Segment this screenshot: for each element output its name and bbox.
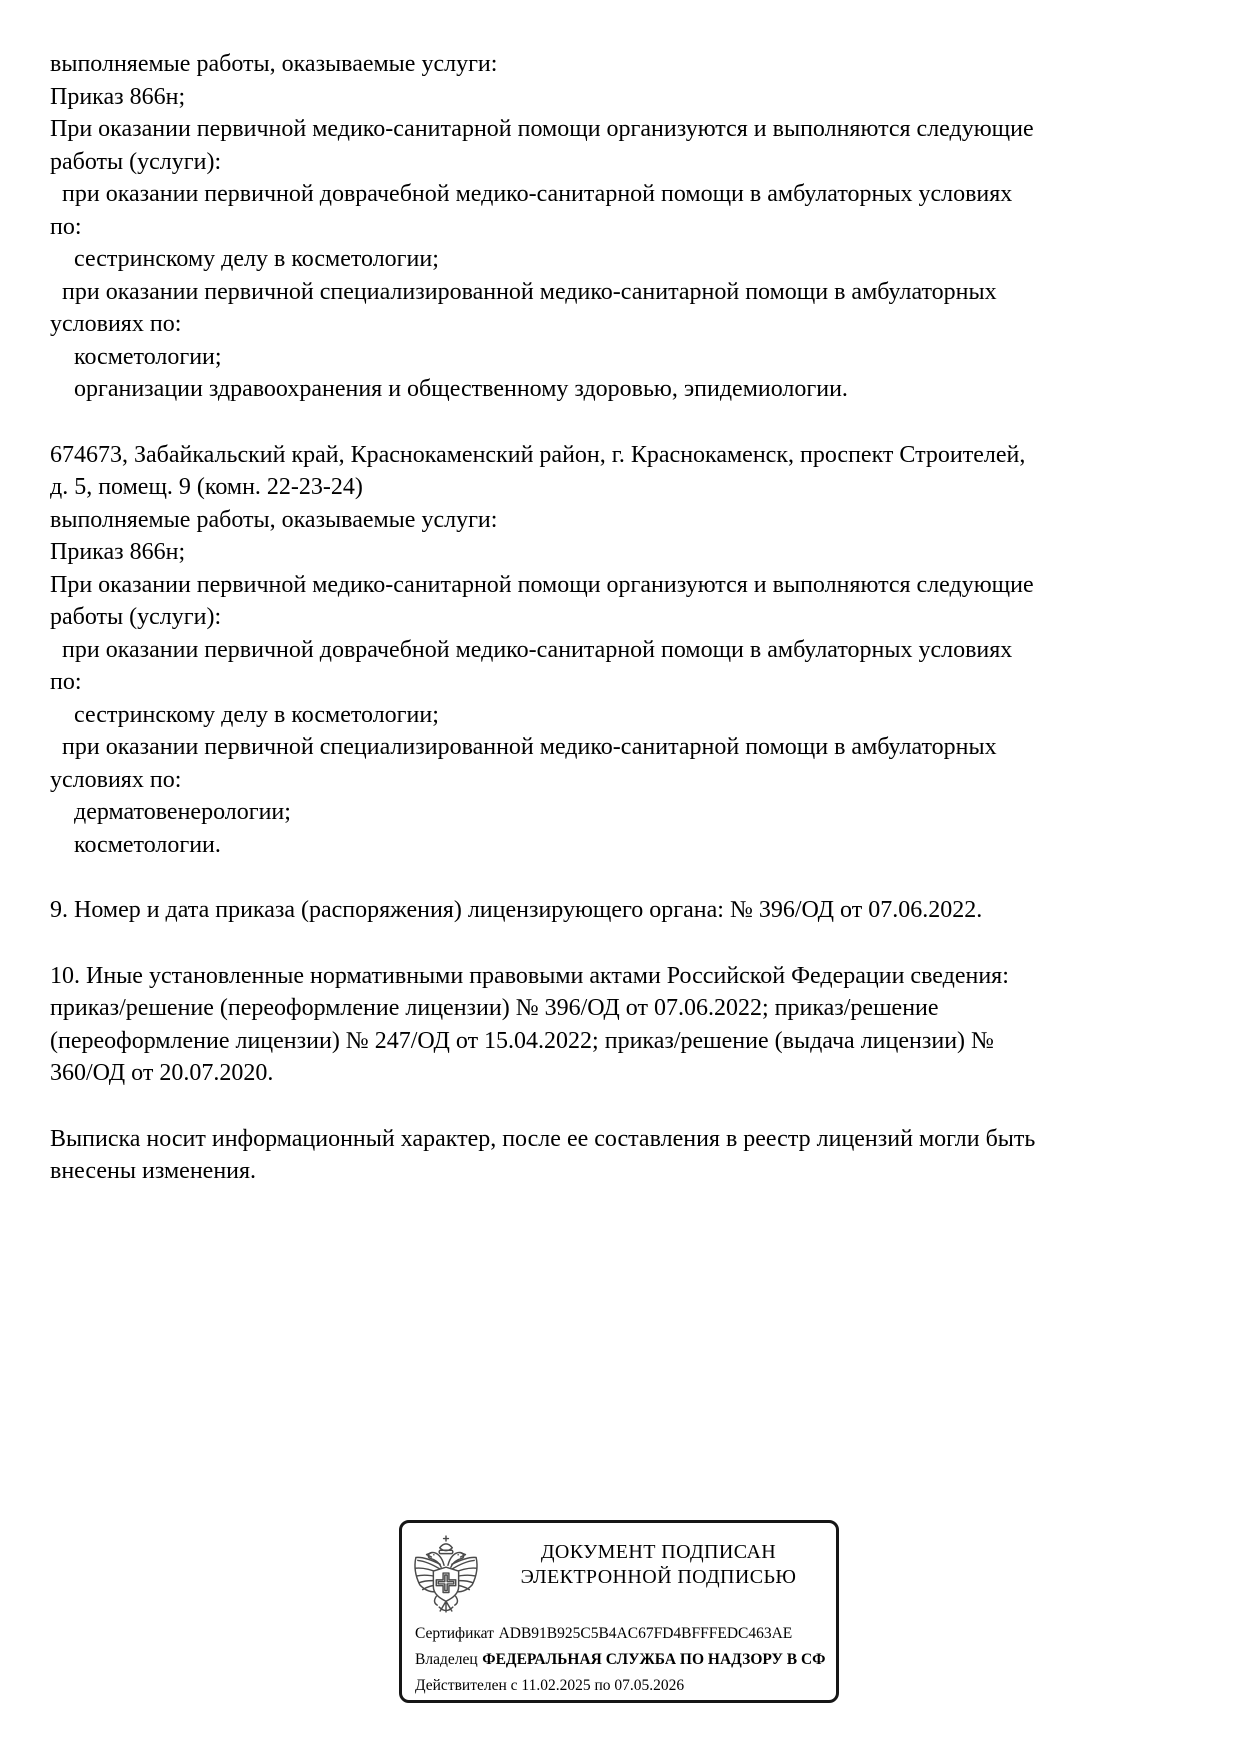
text-line: при оказании первичной доврачебной медико-санитарной помощи в амбулаторных условиях [50, 636, 1013, 663]
text-line: сестринскому делу в косметологии; [50, 701, 439, 728]
text-line: 9. Номер и дата приказа (распоряжения) лицензирующего органа: № 396/ОД от 07.06.2022. [50, 897, 983, 923]
text-line: Выписка носит информационный характер, после ее составления в реестр лицензий могли быть [50, 1125, 1036, 1152]
text-line: косметологии; [50, 343, 222, 370]
double-headed-eagle-icon [411, 1535, 481, 1615]
disclaimer [50, 1123, 1035, 1188]
text-line: косметологии. [50, 831, 221, 858]
item-10-other-info [50, 960, 1035, 1090]
text-line: при оказании первичной специализированной медико-санитарной помощи в амбулаторных [50, 278, 997, 305]
stamp-title-line2: ЭЛЕКТРОННОЙ ПОДПИСЬЮ [520, 1566, 797, 1588]
text-line: по: [50, 669, 82, 695]
stamp-header [402, 1523, 836, 1615]
document-text [50, 48, 1035, 1221]
text-line: (переоформление лицензии) № 247/ОД от 15.04.2022; приказ/решение (выдача лицензии) № [50, 1027, 994, 1054]
signature-stamp [399, 1520, 839, 1703]
item-9-order-number [50, 894, 1035, 927]
owner-value: ФЕДЕРАЛЬНАЯ СЛУЖБА ПО НАДЗОРУ В СФ [482, 1651, 826, 1668]
text-line: выполняемые работы, оказываемые услуги: [50, 51, 498, 77]
text-line: при оказании первичной специализированной медико-санитарной помощи в амбулаторных [50, 734, 997, 760]
owner-line [415, 1647, 836, 1673]
stamp-details [415, 1621, 836, 1699]
text-line: по: [50, 213, 82, 240]
text-line: При оказании первичной медико-санитарной помощи организуются и выполняются следующие [50, 571, 1034, 598]
text-line: 674673, Забайкальский край, Краснокаменский район, г. Краснокаменск, проспект Строителей, [50, 441, 1026, 468]
text-line: выполняемые работы, оказываемые услуги: [50, 506, 498, 533]
validity-line: Действителен с 11.02.2025 по 07.05.2026 [415, 1677, 685, 1694]
owner-label: Владелец [415, 1651, 478, 1668]
text-line: при оказании первичной доврачебной медико-санитарной помощи в амбулаторных условиях [50, 181, 1013, 207]
text-line: приказ/решение (переоформление лицензии) № 396/ОД от 07.06.2022; приказ/решение [50, 995, 939, 1021]
text-line: 360/ОД от 20.07.2020. [50, 1060, 274, 1086]
text-line: При оказании первичной медико-санитарной помощи организуются и выполняются следующие [50, 116, 1034, 142]
text-line: внесены изменения. [50, 1158, 257, 1184]
text-line: работы (услуги): [50, 604, 222, 630]
works-services-block-1 [50, 48, 1035, 406]
text-line: сестринскому делу в косметологии; [50, 246, 439, 272]
text-line: организации здравоохранения и общественному здоровью, эпидемиологии. [50, 376, 848, 402]
text-line: Приказ 866н; [50, 539, 186, 565]
certificate-line [415, 1621, 836, 1647]
text-line: работы (услуги): [50, 148, 222, 175]
certificate-label: Сертификат [415, 1625, 494, 1642]
stamp-title [481, 1540, 836, 1590]
stamp-title-line1: ДОКУМЕНТ ПОДПИСАН [540, 1541, 777, 1563]
text-line: 10. Иные установленные нормативными правовыми актами Российской Федерации сведения: [50, 962, 1009, 989]
text-line: д. 5, помещ. 9 (комн. 22-23-24) [50, 474, 363, 500]
text-line: дерматовенерологии; [50, 799, 291, 825]
text-line: условиях по: [50, 766, 182, 793]
certificate-value: ADB91B925C5B4AC67FD4BFFFEDC463AE [498, 1625, 793, 1642]
address-works-services-block-2 [50, 439, 1035, 862]
text-line: Приказ 866н; [50, 83, 186, 110]
text-line: условиях по: [50, 311, 182, 337]
